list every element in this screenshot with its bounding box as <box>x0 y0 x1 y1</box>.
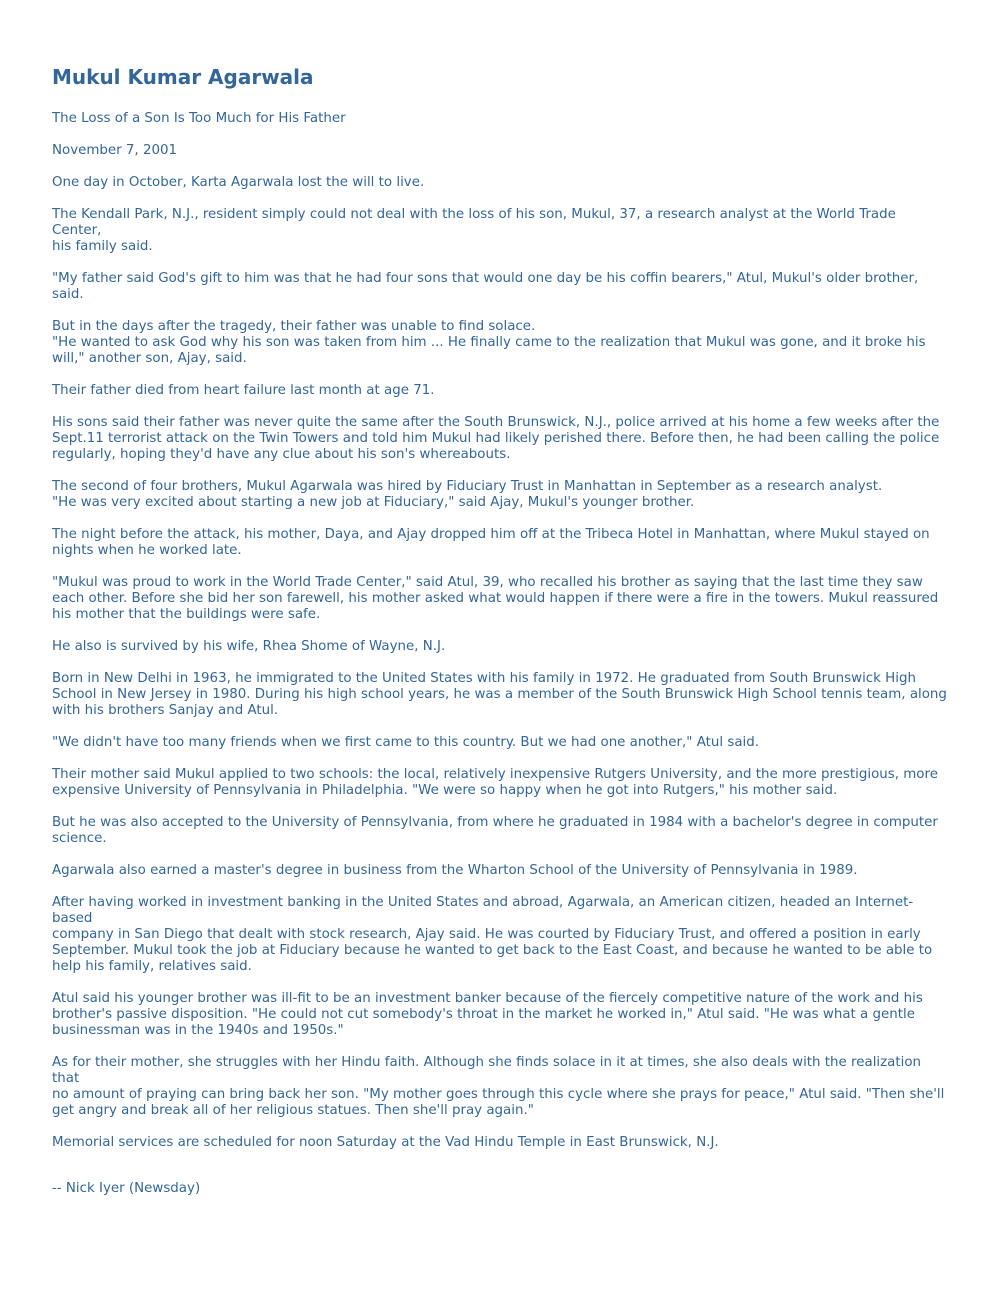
paragraph-line: The second of four brothers, Mukul Agarwala was hired by Fiduciary Trust in Manhattan in September as a research analyst. <box>52 479 883 494</box>
paragraph-line: Sept.11 terrorist attack on the Twin Towers and told him Mukul had likely perished there. Before then, he had been calling the police <box>52 431 940 446</box>
paragraph-line: The Kendall Park, N.J., resident simply could not deal with the loss of his son, Mukul, 37, a research analyst at the World Trade Center, <box>52 207 896 238</box>
paragraph-line: help his family, relatives said. <box>52 959 252 974</box>
article-paragraph <box>52 895 948 975</box>
article-paragraph <box>52 863 948 879</box>
byline-spacer <box>52 1167 948 1181</box>
paragraph-line: September. Mukul took the job at Fiduciary because he wanted to get back to the East Coast, and because he wanted to be able to <box>52 943 933 958</box>
paragraph-line: Their mother said Mukul applied to two schools: the local, relatively inexpensive Rutgers University, and the more prestigious, more <box>52 767 938 782</box>
article-paragraph <box>52 1055 948 1119</box>
paragraph-line: said. <box>52 287 84 302</box>
article-paragraph <box>52 207 948 255</box>
paragraph-line: get angry and break all of her religious statues. Then she'll pray again." <box>52 1103 534 1118</box>
paragraph-line: expensive University of Pennsylvania in Philadelphia. "We were so happy when he got into Rutgers," his mother said. <box>52 783 838 798</box>
paragraph-line: company in San Diego that dealt with stock research, Ajay said. He was courted by Fiduciary Trust, and offered a position in early <box>52 927 921 942</box>
paragraph-line: One day in October, Karta Agarwala lost the will to live. <box>52 175 425 190</box>
paragraph-line: "He wanted to ask God why his son was taken from him ... He finally came to the realization that Mukul was gone, and it broke his <box>52 335 926 350</box>
paragraph-line: regularly, hoping they'd have any clue about his son's whereabouts. <box>52 447 511 462</box>
paragraph-line: Agarwala also earned a master's degree in business from the Wharton School of the University of Pennsylvania in 1989. <box>52 863 858 878</box>
paragraph-line: Memorial services are scheduled for noon Saturday at the Vad Hindu Temple in East Brunswick, N.J. <box>52 1135 719 1150</box>
paragraph-line: Atul said his younger brother was ill-fit to be an investment banker because of the fiercely competitive nature of the work and his <box>52 991 923 1006</box>
paragraph-line: After having worked in investment banking in the United States and abroad, Agarwala, an American citizen, headed an Internet-based <box>52 895 914 926</box>
paragraph-line: will," another son, Ajay, said. <box>52 351 247 366</box>
paragraph-line: nights when he worked late. <box>52 543 242 558</box>
article-paragraph <box>52 815 948 847</box>
paragraph-line: As for their mother, she struggles with her Hindu faith. Although she finds solace in it at times, she also deals with the realization that <box>52 1055 922 1086</box>
paragraph-line: "We didn't have too many friends when we first came to this country. But we had one another," Atul said. <box>52 735 760 750</box>
paragraph-line: brother's passive disposition. "He could not cut somebody's throat in the market he worked in," Atul said. "He was what a gentle <box>52 1007 915 1022</box>
paragraph-line: "He was very excited about starting a new job at Fiduciary," said Ajay, Mukul's younger brother. <box>52 495 695 510</box>
paragraph-line: businessman was in the 1940s and 1950s." <box>52 1023 344 1038</box>
article-paragraph <box>52 1135 948 1151</box>
article-paragraph <box>52 527 948 559</box>
article-paragraph <box>52 639 948 655</box>
paragraph-line: Born in New Delhi in 1963, he immigrated to the United States with his family in 1972. He graduated from South Brunswick High <box>52 671 916 686</box>
article-paragraph <box>52 415 948 463</box>
article-paragraph <box>52 175 948 191</box>
article-subtitle: The Loss of a Son Is Too Much for His Father <box>52 111 346 126</box>
paragraph-line: "Mukul was proud to work in the World Trade Center," said Atul, 39, who recalled his brother as saying that the last time they saw <box>52 575 923 590</box>
paragraph-line: But in the days after the tragedy, their father was unable to find solace. <box>52 319 536 334</box>
paragraph-line: his mother that the buildings were safe. <box>52 607 321 622</box>
article-paragraph <box>52 991 948 1039</box>
article-paragraph <box>52 671 948 719</box>
paragraph-line: Their father died from heart failure last month at age 71. <box>52 383 435 398</box>
article-paragraph <box>52 735 948 751</box>
paragraph-line: science. <box>52 831 107 846</box>
paragraph-line: He also is survived by his wife, Rhea Shome of Wayne, N.J. <box>52 639 446 654</box>
article-paragraph <box>52 271 948 303</box>
article-body <box>52 175 948 1151</box>
paragraph-line: with his brothers Sanjay and Atul. <box>52 703 279 718</box>
paragraph-line: no amount of praying can bring back her son. "My mother goes through this cycle where she prays for peace," Atul said. "Then she'll <box>52 1087 945 1102</box>
article-paragraph <box>52 479 948 511</box>
article-date: November 7, 2001 <box>52 143 178 158</box>
paragraph-line: The night before the attack, his mother, Daya, and Ajay dropped him off at the Tribeca Hotel in Manhattan, where Mukul stayed on <box>52 527 930 542</box>
paragraph-line: School in New Jersey in 1980. During his high school years, he was a member of the South Brunswick High School tennis team, along <box>52 687 947 702</box>
paragraph-line: each other. Before she bid her son farewell, his mother asked what would happen if there were a fire in the towers. Mukul reassured <box>52 591 939 606</box>
byline: -- Nick Iyer (Newsday) <box>52 1181 201 1196</box>
paragraph-line: his family said. <box>52 239 153 254</box>
paragraph-line: "My father said God's gift to him was that he had four sons that would one day be his coffin bearers," Atul, Mukul's older brother, <box>52 271 919 286</box>
page-title: Mukul Kumar Agarwala <box>52 65 314 89</box>
article-paragraph <box>52 767 948 799</box>
article-paragraph <box>52 319 948 367</box>
article-paragraph <box>52 575 948 623</box>
paragraph-line: His sons said their father was never quite the same after the South Brunswick, N.J., police arrived at his home a few weeks after the <box>52 415 940 430</box>
paragraph-line: But he was also accepted to the University of Pennsylvania, from where he graduated in 1984 with a bachelor's degree in computer <box>52 815 938 830</box>
article-paragraph <box>52 383 948 399</box>
